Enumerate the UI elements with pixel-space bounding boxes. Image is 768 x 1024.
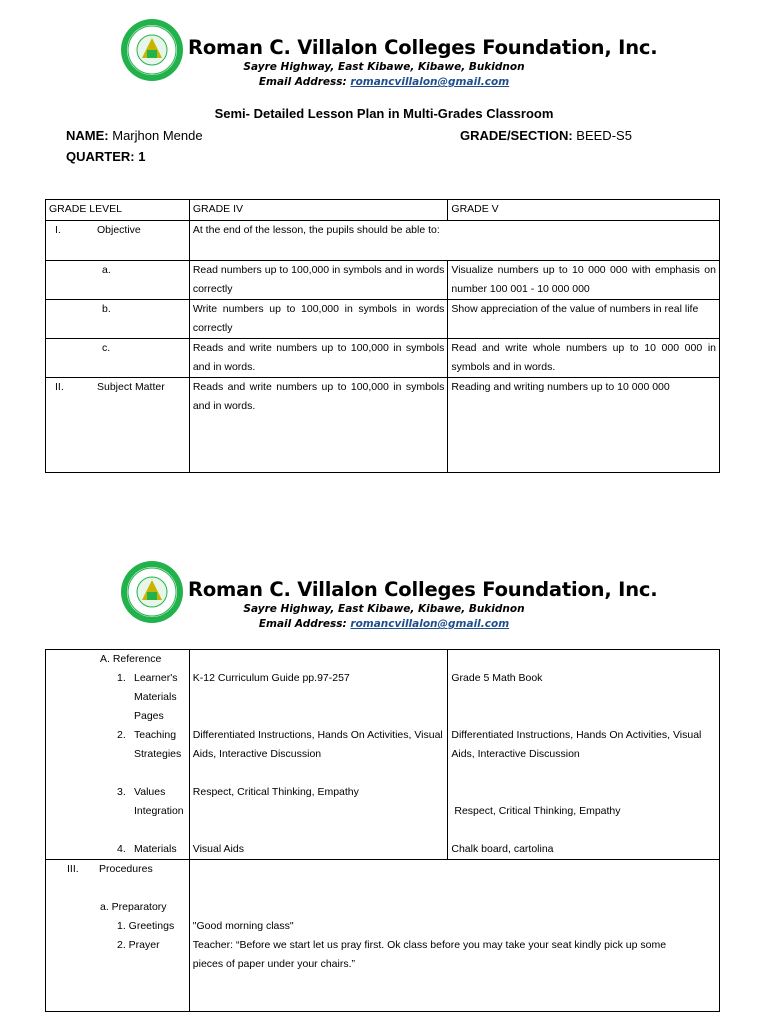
ref-num-3: 3. [117,786,126,798]
row-g5: Read and write whole numbers up to 10 000 000 in symbols and in words. [448,339,720,378]
table-row [46,300,720,339]
row-g4: Write numbers up to 100,000 in symbols in words correctly [189,300,448,339]
table-row [46,339,720,378]
lesson-table-2 [45,649,720,1012]
row-g5: Show appreciation of the value of numbers in real life [448,300,720,339]
reference-label-cell [46,650,190,860]
ref-item-1 [46,669,189,726]
email-link[interactable]: romancvillalon@gmail.com [350,618,510,630]
greeting-text: "Good morning class" [192,920,294,932]
email-label: Email Address: [258,76,347,88]
grade-section-value: BEED-S5 [576,128,632,143]
header-page-2 [0,555,768,640]
ref-g4-1: K-12 Curriculum Guide pp.97-257 [192,672,350,684]
objective-text: At the end of the lesson, the pupils should be able to: [189,221,719,261]
lesson-plan-title: Semi- Detailed Lesson Plan in Multi-Grades Classroom [214,106,554,121]
ref-g5-1: Grade 5 Math Book [451,672,543,684]
row-letter [46,261,190,300]
ref-g4-2: Differentiated Instructions, Hands On Activities, Visual Aids, Interactive Discussion [192,729,443,760]
school-address: Sayre Highway, East Kibawe, Kibawe, Bukidnon [243,61,525,73]
subject-label: Subject Matter [97,381,165,393]
subject-matter-row [46,378,720,473]
header-grade-iv: GRADE IV [189,200,448,221]
reference-block-row [46,650,720,860]
school-name: Roman C. Villalon Colleges Foundation, Inc. [188,36,658,59]
preparatory-label: a. Preparatory [100,901,167,913]
header-grade-level: GRADE LEVEL [46,200,190,221]
row-g5: Visualize numbers up to 10 000 000 with emphasis on number 100 001 - 10 000 000 [448,261,720,300]
objective-num: I. [55,224,61,236]
ref-g4-3: Respect, Critical Thinking, Empathy [192,786,359,798]
row-g4: Reads and write numbers up to 100,000 in symbols and in words. [189,339,448,378]
ref-label-2 [134,726,181,783]
objective-label-cell [46,221,190,261]
objective-label: Objective [97,224,141,236]
name-value: Marjhon Mende [112,128,203,143]
school-seal-logo [120,18,184,82]
header-grade-v: GRADE V [448,200,720,221]
procedures-content-cell [189,860,719,1012]
subject-label-cell [46,378,190,473]
school-seal-logo [120,560,184,624]
ref-g5-4: Chalk board, cartolina [451,843,554,855]
letter-a: a. [102,264,111,276]
objective-row [46,221,720,261]
ref-g5-3-text: Respect, Critical Thinking, Empathy [454,805,621,817]
ref-num-2: 2. [117,729,126,741]
reference-g5-cell [448,650,720,860]
ref-g4-4: Visual Aids [192,843,244,855]
subject-g4: Reads and write numbers up to 100,000 in symbols and in words. [189,378,448,473]
email-link[interactable]: romancvillalon@gmail.com [350,76,510,88]
ref-item-2 [46,726,189,783]
email-line [184,618,584,630]
ref-g5-3 [451,783,716,840]
lesson-table-1 [45,199,720,473]
procedures-heading [46,860,189,879]
subject-num: II. [55,381,64,393]
ref-label-line: Teaching [134,729,177,741]
school-address: Sayre Highway, East Kibawe, Kibawe, Bukidnon [243,603,525,615]
name-field [66,128,203,143]
ref-g5-2: Differentiated Instructions, Hands On Activities, Visual Aids, Interactive Discussion [451,729,702,760]
ref-item-3 [46,783,189,840]
ref-num-1: 1. [117,672,126,684]
ref-label-1 [134,669,177,726]
table-header-row [46,200,720,221]
ref-label-4 [134,840,177,859]
name-label: NAME: [66,128,109,143]
school-name: Roman C. Villalon Colleges Foundation, Inc. [188,578,658,601]
procedures-label: Procedures [99,863,153,875]
ref-label-line: Values [134,786,166,798]
ref-label-line: Strategies [134,748,182,760]
procedures-label-cell [46,860,190,1012]
reference-g4-cell [189,650,448,860]
quarter-label: QUARTER: 1 [66,149,146,164]
row-letter [46,300,190,339]
ref-label-line: Materials [134,691,177,703]
ref-num-4: 4. [117,843,126,855]
ref-label-line: Materials [134,843,177,855]
header-top [0,0,768,100]
reference-label: A. Reference [100,653,162,665]
table-row [46,261,720,300]
ref-label-line: Pages [134,710,164,722]
row-letter [46,339,190,378]
grade-section-label: GRADE/SECTION: [460,128,573,143]
letter-b: b. [102,303,111,315]
letter-c: c. [102,342,111,354]
ref-label-line: Learner's [134,672,178,684]
email-line [184,76,584,88]
ref-label-3 [134,783,184,840]
quarter-field [66,149,145,164]
step-greetings: 1. Greetings [117,920,175,932]
prayer-text: Teacher: “Before we start let us pray first. Ok class before you may take your seat kindly pick up some pieces of paper under your chairs.” [192,939,667,970]
ref-item-4 [46,840,189,859]
procedures-row [46,860,720,1012]
step-prayer: 2. Prayer [117,939,160,951]
procedures-num: III. [67,863,79,875]
row-g4: Read numbers up to 100,000 in symbols and in words correctly [189,261,448,300]
subject-g5: Reading and writing numbers up to 10 000 000 [448,378,720,473]
email-label: Email Address: [258,618,347,630]
ref-label-line: Integration [134,805,184,817]
grade-section-field [460,128,632,143]
